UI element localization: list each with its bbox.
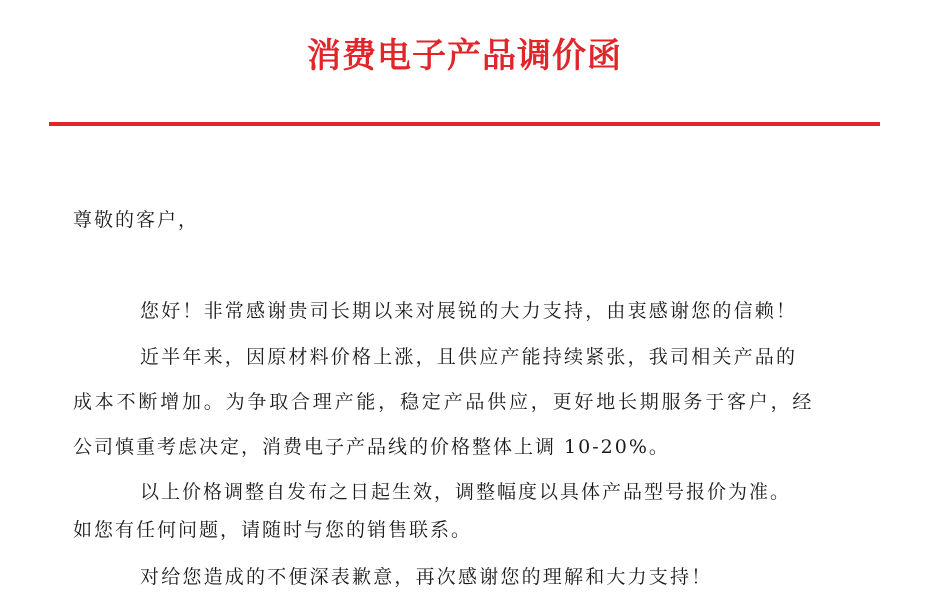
salutation: 尊敬的客户， bbox=[73, 209, 200, 231]
body-line: 成本不断增加。为争取合理产能，稳定产品供应，更好地长期服务于客户，经 bbox=[73, 391, 815, 413]
body-line: 对给您造成的不便深表歉意，再次感谢您的理解和大力支持！ bbox=[140, 566, 713, 588]
body-line: 公司慎重考虑决定，消费电子产品线的价格整体上调 10-20%。 bbox=[73, 436, 670, 458]
body-line: 近半年来，因原材料价格上涨，且供应产能持续紧张，我司相关产品的 bbox=[140, 346, 798, 368]
body-line: 您好！非常感谢贵司长期以来对展锐的大力支持，由衷感谢您的信赖！ bbox=[140, 300, 798, 322]
header-divider bbox=[49, 122, 880, 126]
document-title: 消费电子产品调价函 bbox=[307, 36, 622, 76]
body-line: 以上价格调整自发布之日起生效，调整幅度以具体产品型号报价为准。 bbox=[140, 481, 792, 503]
body-line: 如您有任何问题，请随时与您的销售联系。 bbox=[73, 519, 473, 541]
